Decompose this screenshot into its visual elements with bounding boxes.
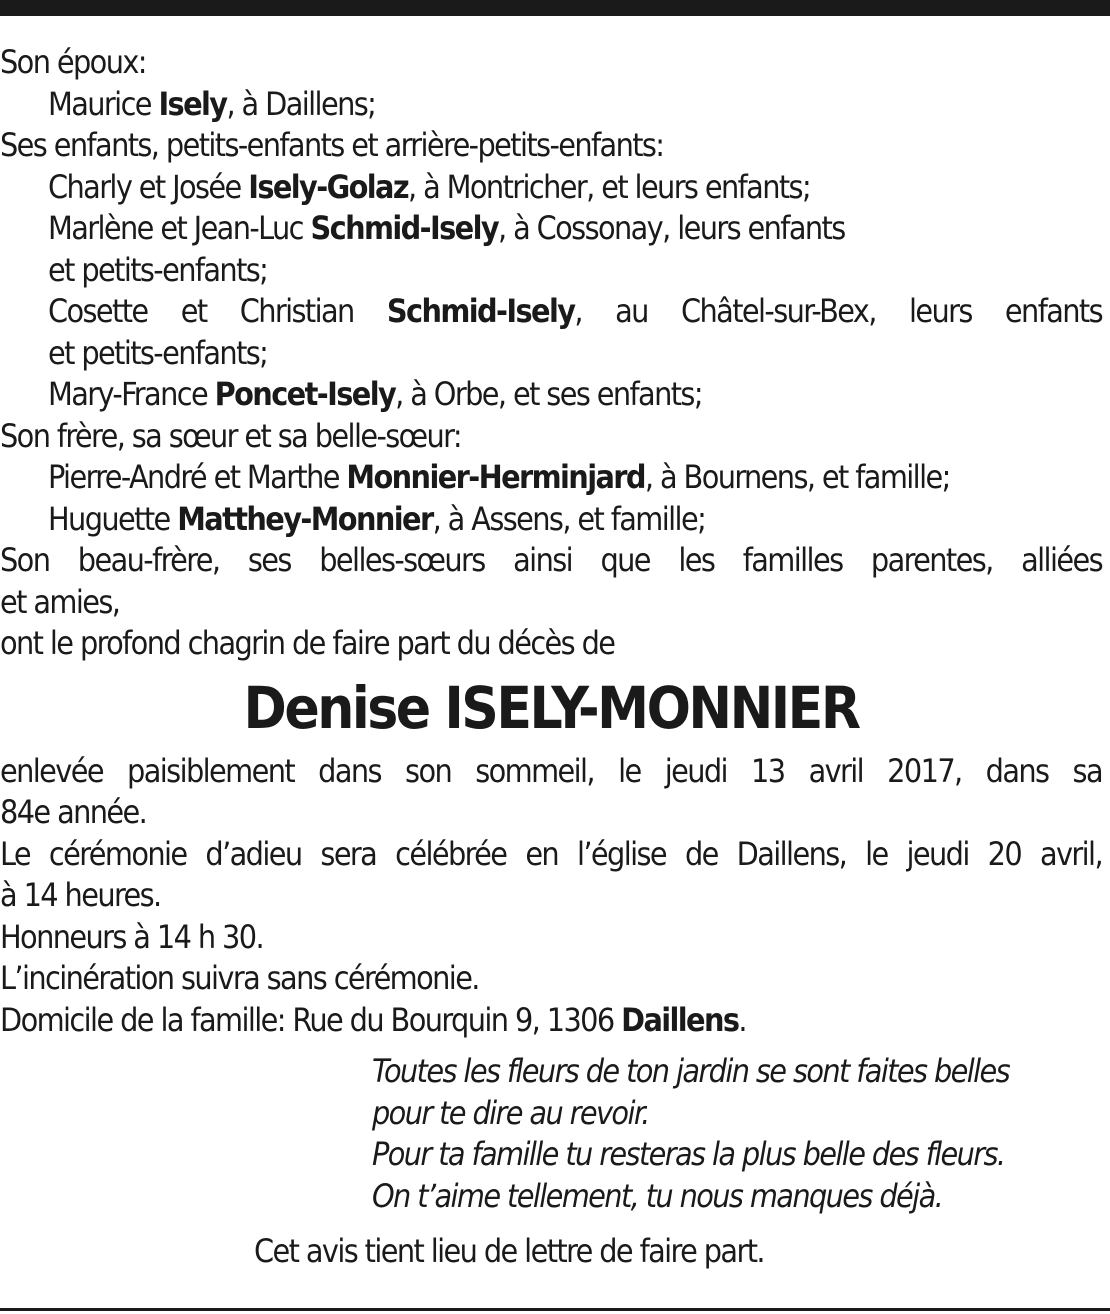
ceremony-details: à 14 heures. xyxy=(0,876,161,914)
child-entry xyxy=(0,374,1102,416)
obituary-notice xyxy=(0,42,1102,1273)
child-first-names: Marlène et Jean-Luc xyxy=(48,209,311,247)
child-surname: Poncet-Isely xyxy=(214,375,396,413)
child-first-names: Cosette et Christian xyxy=(48,292,387,330)
poem-line: pour te dire au revoir. xyxy=(372,1093,649,1132)
spouse-entry xyxy=(0,84,1102,126)
announcement-text: ont le profond chagrin de faire part du décès de xyxy=(0,624,615,662)
children-heading: Ses enfants, petits-enfants et arrière-petits-enfants: xyxy=(0,126,664,164)
domicile-details xyxy=(0,1000,1102,1042)
child-place: , au Châtel-sur-Bex, leurs enfants xyxy=(574,292,1102,330)
child-first-names: Charly et Josée xyxy=(48,167,249,206)
siblings-heading: Son frère, sa sœur et sa belle-sœur: xyxy=(0,416,461,455)
child-surname: Schmid-Isely xyxy=(386,292,575,330)
sibling-surname: Matthey-Monnier xyxy=(177,499,433,538)
child-place: , à Orbe, et ses enfants; xyxy=(395,375,702,413)
child-entry xyxy=(0,167,1102,209)
spouse-heading: Son époux: xyxy=(0,43,146,81)
sibling-entry xyxy=(0,457,1102,499)
child-entry xyxy=(0,208,1102,250)
memorial-poem xyxy=(372,1051,1102,1217)
relatives-line: Son beau-frère, ses belles-sœurs ainsi que les familles parentes, alliées xyxy=(0,541,1102,579)
spouse-place: , à Daillens; xyxy=(226,84,376,123)
bottom-border-rule xyxy=(0,1308,1110,1311)
top-border-rule xyxy=(0,0,1110,16)
poem-line: On t’aime tellement, tu nous manques déjà. xyxy=(372,1176,943,1215)
child-surname: Schmid-Isely xyxy=(310,209,498,247)
domicile-address: Domicile de la famille: Rue du Bourquin 9, 1306 xyxy=(0,1000,622,1039)
spouse-first-name: Maurice xyxy=(48,84,159,123)
ceremony-details: Le cérémonie d’adieu sera célébrée en l’église de Daillens, le jeudi 20 avril, xyxy=(0,834,1102,873)
cremation-details: L’incinération suivra sans cérémonie. xyxy=(0,959,479,997)
poem-line: Pour ta famille tu resteras la plus belle des fleurs. xyxy=(372,1135,1005,1173)
sibling-place: , à Assens, et famille; xyxy=(432,499,706,538)
sibling-entry xyxy=(0,499,1102,541)
sibling-first-names: Huguette xyxy=(48,499,178,538)
sibling-place: , à Bournens, et famille; xyxy=(644,458,950,496)
child-entry-continuation: et petits-enfants; xyxy=(48,250,268,289)
sibling-surname: Monnier-Herminjard xyxy=(346,458,645,496)
closing-note: Cet avis tient lieu de lettre de faire part. xyxy=(254,1232,764,1270)
deceased-name: Denise ISELY-MONNIER xyxy=(243,673,859,742)
relatives-line: et amies, xyxy=(0,582,120,621)
poem-line: Toutes les fleurs de ton jardin se sont faites belles xyxy=(372,1052,1010,1090)
honours-details: Honneurs à 14 h 30. xyxy=(0,917,264,956)
sibling-first-names: Pierre-André et Marthe xyxy=(48,458,347,496)
passing-details: enlevée paisiblement dans son sommeil, le jeudi 13 avril 2017, dans sa xyxy=(0,751,1102,790)
child-first-names: Mary-France xyxy=(48,375,215,413)
child-entry xyxy=(0,291,1102,333)
spouse-surname: Isely xyxy=(158,84,227,123)
passing-details: 84e année. xyxy=(0,793,147,831)
domicile-end: . xyxy=(738,1000,746,1039)
child-place: , à Cossonay, leurs enfants xyxy=(498,209,845,247)
child-entry-continuation: et petits-enfants; xyxy=(48,333,268,372)
child-surname: Isely-Golaz xyxy=(248,167,409,206)
domicile-town: Daillens xyxy=(621,1000,739,1039)
child-place: , à Montricher, et leurs enfants; xyxy=(408,167,811,206)
